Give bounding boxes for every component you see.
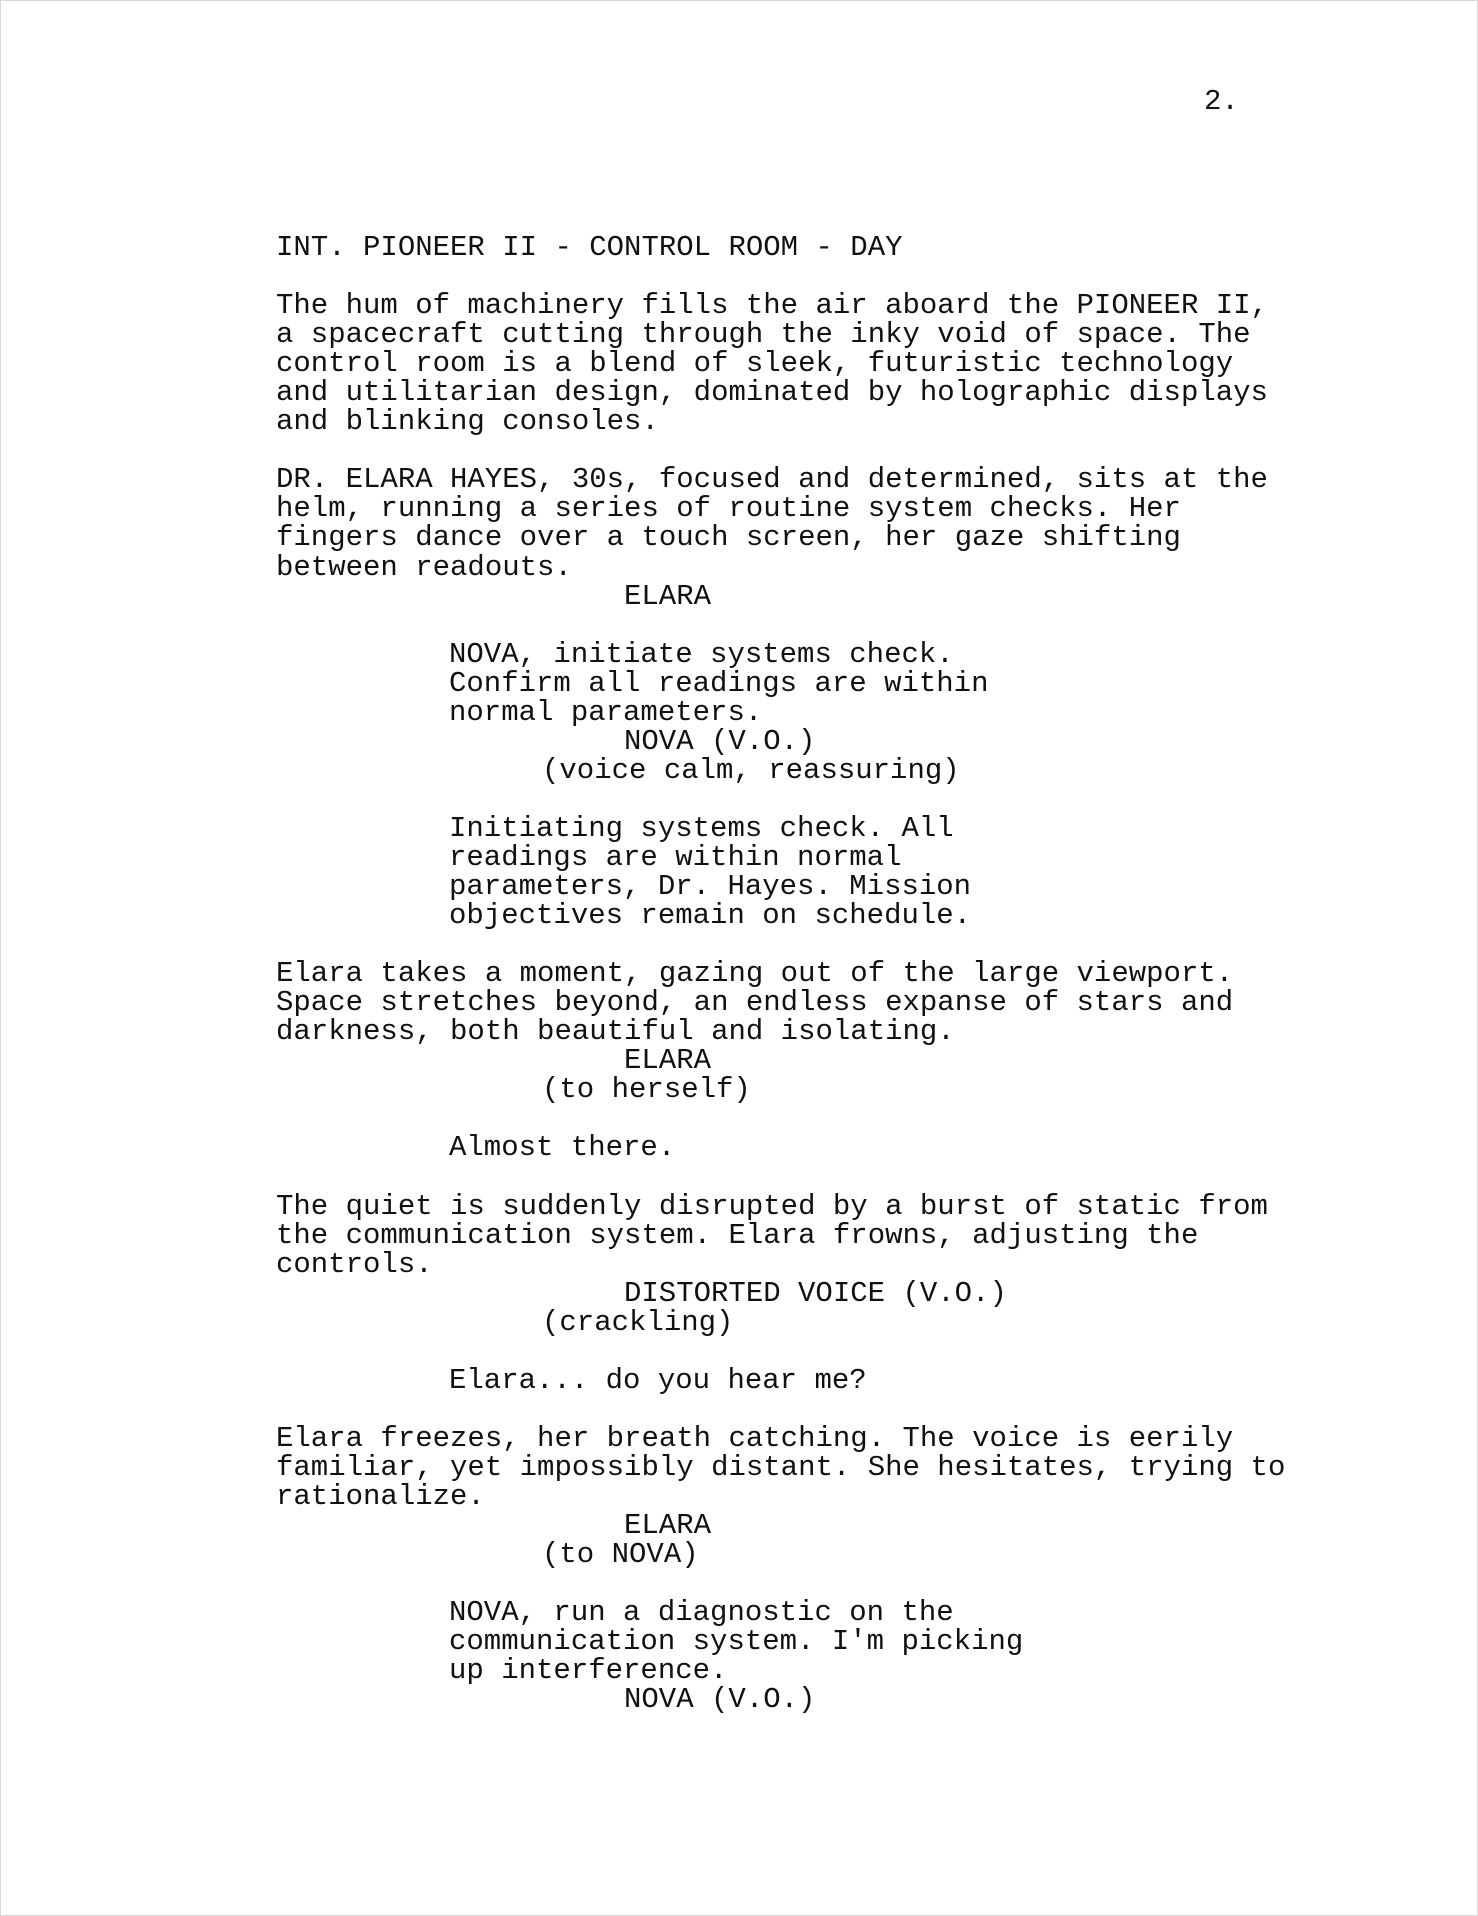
- action-line: darkness, both beautiful and isolating.: [276, 1015, 955, 1049]
- blank-line: [1, 930, 1477, 959]
- dialogue-line: Almost there.: [449, 1131, 676, 1165]
- action-line: fingers dance over a touch screen, her gaze shifting: [276, 521, 1181, 555]
- action-line: the communication system. Elara frowns, adjusting the: [276, 1218, 1199, 1252]
- action-line: helm, running a series of routine system checks. Her: [276, 492, 1181, 526]
- character-block: [1, 1044, 1477, 1078]
- character-line: NOVA (V.O.): [624, 1683, 816, 1717]
- character-block: [1, 724, 1477, 758]
- blank-line: [1, 1337, 1477, 1366]
- action-line: between readouts.: [276, 550, 572, 584]
- parenthetical-line: (to NOVA): [542, 1538, 699, 1572]
- action-block: [1, 1189, 1477, 1281]
- blank-line: [1, 611, 1477, 640]
- action-line: Elara freezes, her breath catching. The voice is eerily: [276, 1421, 1234, 1455]
- character-line: ELARA: [624, 1509, 712, 1543]
- dialogue-line: NOVA, run a diagnostic on the: [449, 1596, 954, 1630]
- dialogue-line: parameters, Dr. Hayes. Mission: [449, 870, 972, 904]
- blank-line: [1, 1569, 1477, 1598]
- dialogue-line: Initiating systems check. All: [449, 811, 954, 845]
- dialogue-line: readings are within normal: [449, 840, 902, 874]
- blank-line: [1, 1104, 1477, 1133]
- action-block: [1, 1421, 1477, 1514]
- action-block: [1, 289, 1477, 439]
- action-line: DR. ELARA HAYES, 30s, focused and determined, sits at the: [276, 463, 1268, 497]
- dialogue-line: Confirm all readings are within: [449, 666, 989, 700]
- dialogue-line: up interference.: [449, 1654, 728, 1688]
- action-line: controls.: [276, 1247, 433, 1281]
- character-line: ELARA: [624, 579, 712, 613]
- blank-line: [1, 785, 1477, 814]
- action-block: [1, 463, 1477, 584]
- dialogue-line: normal parameters.: [449, 695, 763, 729]
- action-line: a spacecraft cutting through the inky void of space. The: [276, 318, 1251, 352]
- action-line: and utilitarian design, dominated by holographic displays: [276, 376, 1268, 410]
- dialogue-line: communication system. I'm picking: [449, 1625, 1024, 1659]
- parenthetical-block: [1, 1305, 1477, 1339]
- character-block: [1, 1509, 1477, 1543]
- screenplay-body: [1, 231, 1477, 1717]
- parenthetical-line: (voice calm, reassuring): [542, 753, 960, 787]
- character-block: [1, 1276, 1477, 1310]
- dialogue-block: [1, 1131, 1477, 1165]
- blank-line: [1, 1395, 1477, 1424]
- parenthetical-block: [1, 1073, 1477, 1107]
- action-block: [1, 957, 1477, 1049]
- action-line: Elara takes a moment, gazing out of the large viewport.: [276, 957, 1234, 991]
- action-line: rationalize.: [276, 1480, 485, 1514]
- action-line: familiar, yet impossibly distant. She hesitates, trying to: [276, 1450, 1286, 1484]
- parenthetical-block: [1, 753, 1477, 787]
- dialogue-line: NOVA, initiate systems check.: [449, 637, 954, 671]
- character-block: [1, 579, 1477, 613]
- blank-line: [1, 436, 1477, 465]
- action-line: Space stretches beyond, an endless expanse of stars and: [276, 986, 1234, 1020]
- dialogue-block: [1, 1363, 1477, 1397]
- dialogue-block: [1, 1596, 1477, 1688]
- action-line: control room is a blend of sleek, futuristic technology: [276, 347, 1234, 381]
- action-line: The quiet is suddenly disrupted by a burst of static from: [276, 1189, 1268, 1223]
- blank-line: [1, 1163, 1477, 1192]
- character-line: DISTORTED VOICE (V.O.): [624, 1276, 1007, 1310]
- blank-line: [1, 262, 1477, 291]
- dialogue-block: [1, 637, 1477, 729]
- scene-heading: [1, 233, 1477, 262]
- action-line: The hum of machinery fills the air aboard the PIONEER II,: [276, 289, 1268, 323]
- parenthetical-block: [1, 1538, 1477, 1572]
- parenthetical-line: (crackling): [542, 1305, 734, 1339]
- dialogue-block: [1, 811, 1477, 933]
- dialogue-line: objectives remain on schedule.: [449, 899, 972, 933]
- character-line: NOVA (V.O.): [624, 724, 816, 758]
- parenthetical-line: (to herself): [542, 1073, 751, 1107]
- dialogue-line: Elara... do you hear me?: [449, 1363, 867, 1397]
- character-block: [1, 1683, 1477, 1717]
- character-line: ELARA: [624, 1044, 712, 1078]
- page-number: 2.: [1204, 85, 1239, 118]
- action-line: and blinking consoles.: [276, 405, 659, 439]
- heading-line: INT. PIONEER II - CONTROL ROOM - DAY: [276, 231, 903, 264]
